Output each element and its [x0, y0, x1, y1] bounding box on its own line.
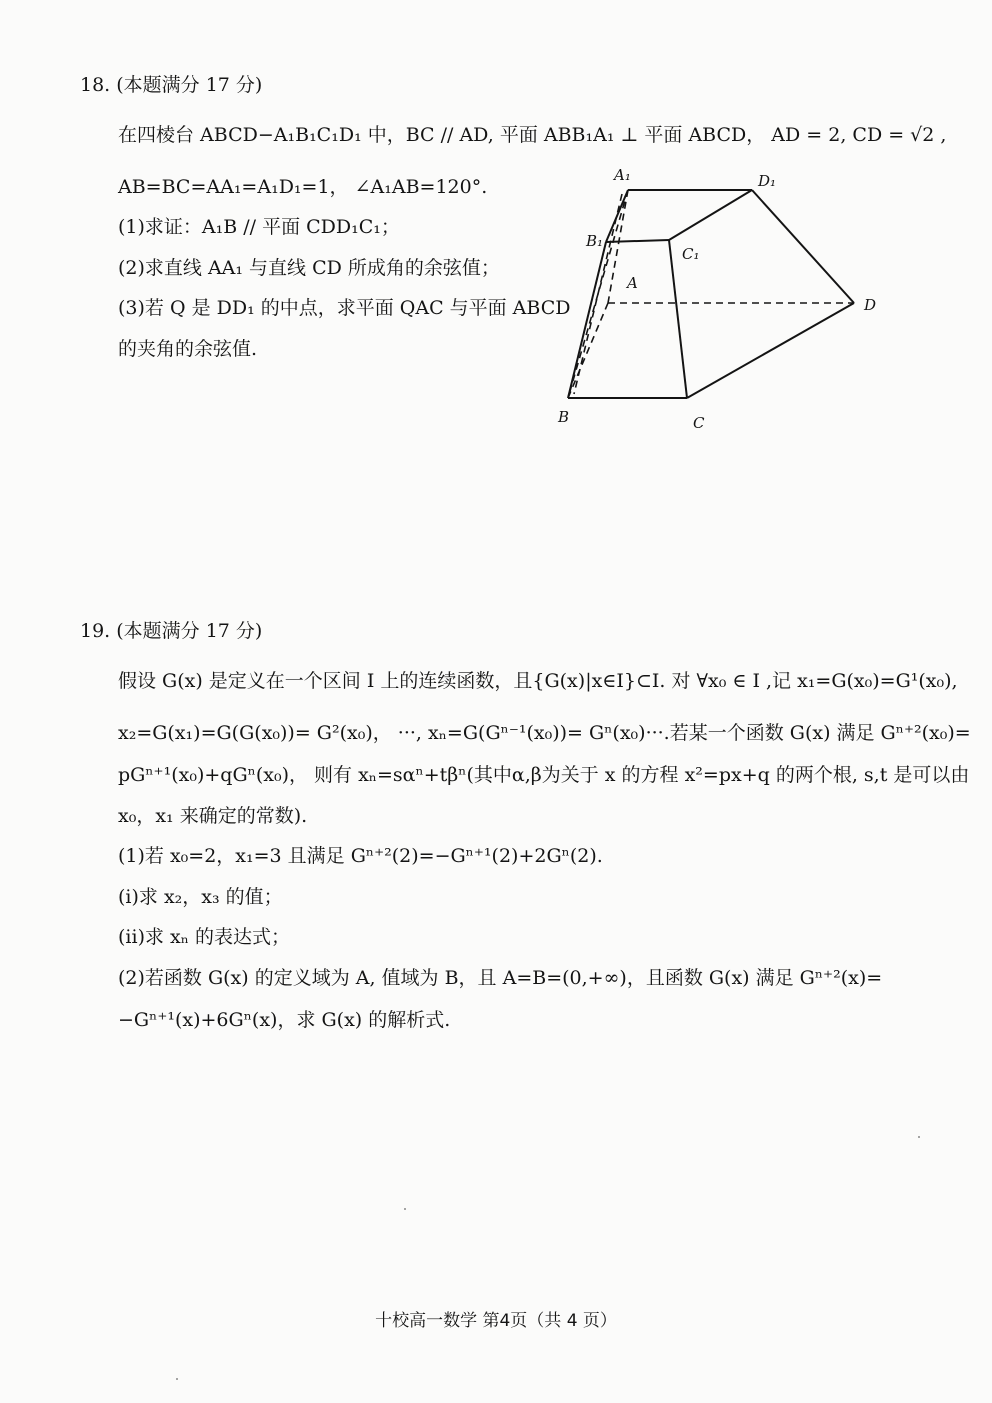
- frustum-figure: [552, 162, 882, 442]
- q19-line-8: (2)若函数 G(x) 的定义域为 A, 值域为 B，且 A=B=(0,+∞)，且函数 G(x) 满足 Gⁿ⁺²(x)=: [118, 967, 883, 989]
- q18-line-3: (1)求证：A₁B // 平面 CDD₁C₁；: [118, 216, 400, 238]
- edge-A1B-hidden-2: [574, 194, 622, 394]
- q19-line-2: x₂=G(x₁)=G(G(x₀))= G²(x₀)， ···, xₙ=G(Gⁿ⁻¹(x₀))= Gⁿ(x₀)···.若某一个函数 G(x) 满足 Gⁿ⁺²(x₀)=: [118, 722, 971, 744]
- frustum-diagram: [552, 162, 882, 442]
- label-A1: A₁: [614, 166, 631, 184]
- scan-speck: [404, 1208, 406, 1210]
- edge-B1C1: [606, 240, 669, 242]
- label-B: B: [558, 408, 570, 426]
- q19-line-6: (i)求 x₂，x₃ 的值；: [118, 886, 283, 908]
- edge-C1C: [669, 240, 687, 398]
- page-footer: 十校高一数学 第4页（共 4 页）: [375, 1311, 617, 1331]
- edge-A1B1: [606, 190, 628, 242]
- label-B1: B₁: [586, 232, 604, 250]
- q19-line-9: −Gⁿ⁺¹(x)+6Gⁿ(x)，求 G(x) 的解析式.: [118, 1009, 451, 1031]
- edge-A1A-hidden: [608, 190, 628, 303]
- label-C: C: [693, 414, 705, 432]
- edge-CD: [687, 303, 854, 398]
- q19-header: 19. (本题满分 17 分): [80, 620, 263, 642]
- label-A: A: [627, 274, 638, 292]
- q19-line-5: (1)若 x₀=2，x₁=3 且满足 Gⁿ⁺²(2)=−Gⁿ⁺¹(2)+2Gⁿ(2).: [118, 845, 603, 867]
- q19-line-4: x₀，x₁ 来确定的常数).: [118, 805, 308, 827]
- q19-line-1: 假设 G(x) 是定义在一个区间 I 上的连续函数，且{G(x)|x∈I}⊂I. 对 ∀x₀ ∈ I ,记 x₁=G(x₀)=G¹(x₀),: [118, 670, 958, 692]
- q18-line-4: (2)求直线 AA₁ 与直线 CD 所成角的余弦值；: [118, 257, 500, 279]
- q19-line-7: (ii)求 xₙ 的表达式；: [118, 926, 290, 948]
- label-D1: D₁: [758, 172, 777, 190]
- edge-D1D: [752, 190, 854, 303]
- edge-C1D1: [669, 190, 752, 240]
- scan-speck: [176, 1378, 178, 1380]
- label-D: D: [864, 296, 877, 314]
- q18-line-6: 的夹角的余弦值.: [118, 338, 258, 360]
- q19-line-3: pGⁿ⁺¹(x₀)+qGⁿ(x₀)， 则有 xₙ=sαⁿ+tβⁿ(其中α,β为关于 x 的方程 x²=px+q 的两个根, s,t 是可以由: [118, 764, 970, 786]
- q18-header: 18. (本题满分 17 分): [80, 74, 263, 96]
- q18-line-2: AB=BC=AA₁=A₁D₁=1， ∠A₁AB=120°.: [118, 176, 488, 198]
- label-C1: C₁: [682, 245, 700, 263]
- q18-line-5: (3)若 Q 是 DD₁ 的中点，求平面 QAC 与平面 ABCD: [118, 297, 571, 319]
- scan-speck: [918, 1136, 920, 1138]
- q18-line-1: 在四棱台 ABCD−A₁B₁C₁D₁ 中，BC // AD, 平面 ABB₁A₁ ⊥ 平面 ABCD， AD = 2, CD = √2 ,: [118, 124, 947, 146]
